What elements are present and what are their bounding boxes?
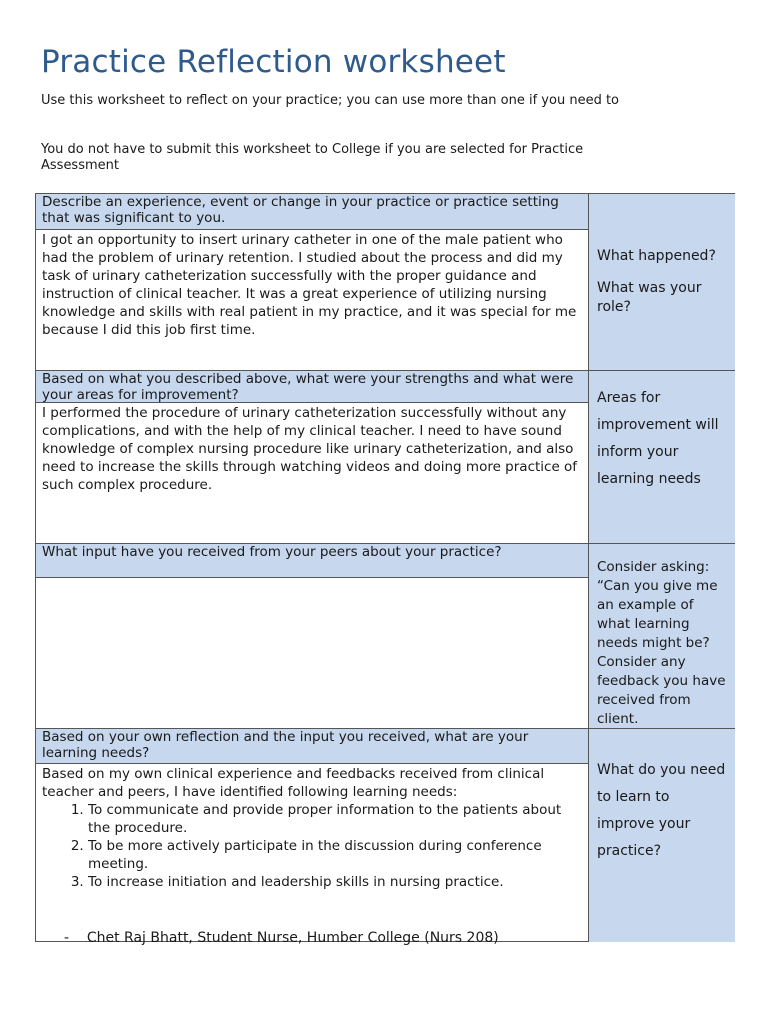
reflection-table [35,193,735,946]
answer-1[interactable]: I got an opportunity to insert urinary catheter in one of the male patient who had the problem of urinary retention. I studied about the process and did my task of urinary catheterization successfully with the proper guidance and instruction of clinical teacher. It was a great experience of utilizing nursing knowledge and skills with real patient in my practice, and it was special for me because I did this job first time. [42,232,577,338]
answer-3[interactable] [36,578,588,728]
question-4: Based on your own reflection and the input you received, what are your learning needs? [36,729,588,764]
answer-2[interactable]: I performed the procedure of urinary catheterization successfully without any complications, and with the help of my clinical teacher. I need to have sound knowledge of complex nursing procedure like urinary catheterization, and also need to increase the skills through watching videos and doing more practice of such complex procedure. [42,405,578,493]
answer-4-intro: Based on my own clinical experience and feedbacks received from clinical teacher and peers, I have identified following learning needs: [42,766,545,800]
answer-4[interactable] [36,764,588,942]
question-2: Based on what you described above, what were your strengths and what were your areas for improvement? [36,371,588,403]
intro-text: Use this worksheet to reflect on your practice; you can use more than one if you need to [41,93,619,108]
signature: - Chet Raj Bhatt, Student Nurse, Humber College (Nurs 208) [64,930,499,946]
learning-need: 1. To communicate and provide proper information to the patients about the procedure. [88,801,582,837]
question-1: Describe an experience, event or change in your practice or practice setting that was significant to you. [36,194,588,230]
prompt-4 [588,729,735,942]
prompt-2-text: Areas for improvement will inform your learning needs [597,390,719,487]
prompt-1-line-2: What was your role? [597,280,702,315]
learning-need: 2. To be more actively participate in the discussion during conference meeting. [88,837,582,873]
intro-note: You do not have to submit this worksheet to College if you are selected for Practice Assessment [41,142,584,173]
prompt-1 [588,194,735,370]
learning-needs-list [42,801,582,891]
question-3: What input have you received from your peers about your practice? [36,544,588,578]
prompt-3 [588,544,735,728]
page-title: Practice Reflection worksheet [41,44,506,80]
prompt-2 [588,371,735,543]
prompt-3-text: Consider asking: “Can you give me an example of what learning needs might be? Consider any feedback you have received from client. [597,559,726,727]
learning-need: 3. To increase initiation and leadership skills in nursing practice. [88,873,582,891]
prompt-1-line-1: What happened? [597,248,716,264]
prompt-4-text: What do you need to learn to improve your practice? [597,762,726,859]
